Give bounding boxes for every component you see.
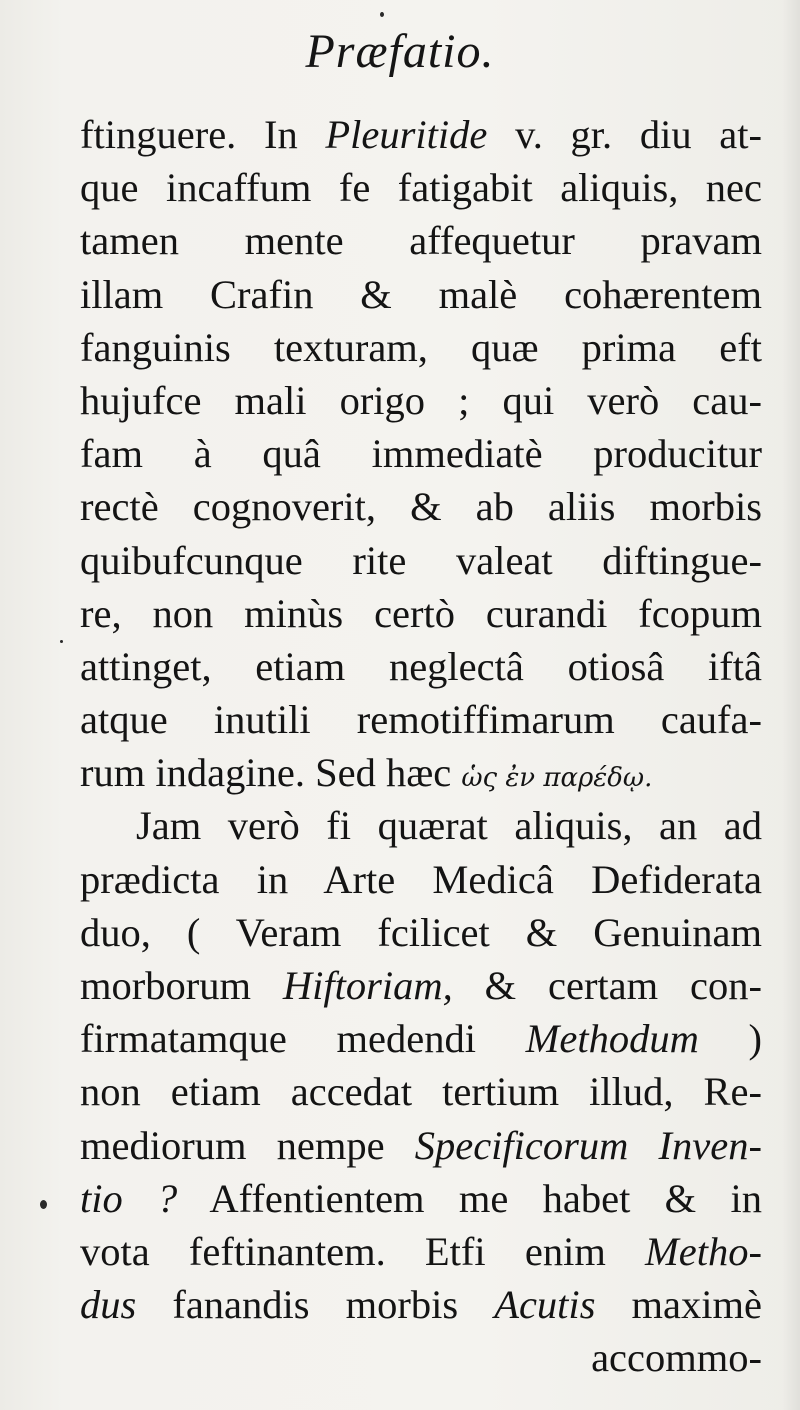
text-line [80,268,762,321]
italic-term: Acutis [494,1282,596,1328]
running-head: Præfatio. [305,25,495,78]
text-line [80,587,762,640]
text-line [80,959,762,1012]
catchword: accommo- [591,1335,762,1381]
text-segment: & certam con- [452,963,762,1008]
italic-term: Methodum [525,1016,699,1062]
italic-term: tio ? [80,1175,178,1221]
text-line [80,214,762,267]
text-line [80,427,762,480]
italic-term: Metho- [645,1228,762,1274]
text-segment: quibufcunque rite valeat diftingue- [80,537,762,583]
text-line [80,1225,762,1278]
text-line [80,746,762,799]
text-segment: rectè cognoverit, & ab aliis morbis [80,484,762,530]
text-line [80,1278,762,1331]
text-segment: vota feftinantem. Etfi enim [80,1228,646,1274]
body-text [80,108,762,1385]
text-segment: fanandis morbis [136,1282,495,1328]
ink-speck [60,640,63,643]
ink-speck [40,1200,47,1209]
ink-speck [380,12,384,17]
text-line [80,1119,762,1172]
text-segment: re, non minùs certò curandi fcopum [80,590,762,636]
text-segment: non etiam accedat tertium illud, Re- [80,1069,762,1115]
text-segment: firmatamque medendi [80,1016,526,1062]
italic-term: Pleuritide [325,112,488,157]
text-line [80,1172,762,1225]
greek-phrase: ὡς ἐν παρέδῳ. [461,763,653,794]
italic-term: Specificorum Inven- [414,1122,762,1168]
text-line [80,534,762,587]
text-line [80,374,762,427]
text-segment: ftinguere. In [80,112,326,157]
text-line [80,321,762,374]
text-line [80,1012,762,1065]
text-line [80,640,762,693]
text-segment: maximè [595,1282,762,1328]
text-segment: ) [698,1016,762,1062]
text-segment: que incaffum fe fatigabit aliquis, nec [80,165,762,211]
text-segment: hujufce mali origo ; qui verò cau- [80,377,762,423]
text-segment: prædicta in Arte Medicâ Defiderata [80,856,762,902]
text-segment: atque inutili remotiffimarum caufa- [80,697,762,743]
text-line [80,161,762,214]
text-segment: tamen mente affequetur pravam [80,218,762,264]
text-segment: mediorum nempe [80,1122,415,1168]
text-segment: v. gr. diu at- [487,112,762,157]
text-segment: Affentientem me habet & in [177,1175,762,1221]
text-line [80,1065,762,1118]
text-segment: attinget, etiam neglectâ otiosâ iftâ [80,643,762,689]
text-line [80,480,762,533]
italic-term: dus [80,1282,137,1328]
text-line [80,108,762,161]
text-line [80,693,762,746]
text-segment: fanguinis texturam, quæ prima eft [80,324,762,370]
text-segment: morborum [80,963,283,1008]
text-segment: rum indagine. Sed hæc [80,750,462,796]
text-line [80,906,762,959]
text-line [80,799,762,852]
text-segment: Jam verò fi quærat aliquis, an ad [136,803,762,849]
page-edge-shadow [782,0,800,1410]
text-line [80,853,762,906]
text-segment: fam à quâ immediatè producitur [80,431,762,477]
text-segment: duo, ( Veram fcilicet & Genuinam [80,909,762,955]
text-segment: illam Crafin & malè cohærentem [80,271,762,317]
italic-term: Hiftoriam, [282,963,453,1008]
